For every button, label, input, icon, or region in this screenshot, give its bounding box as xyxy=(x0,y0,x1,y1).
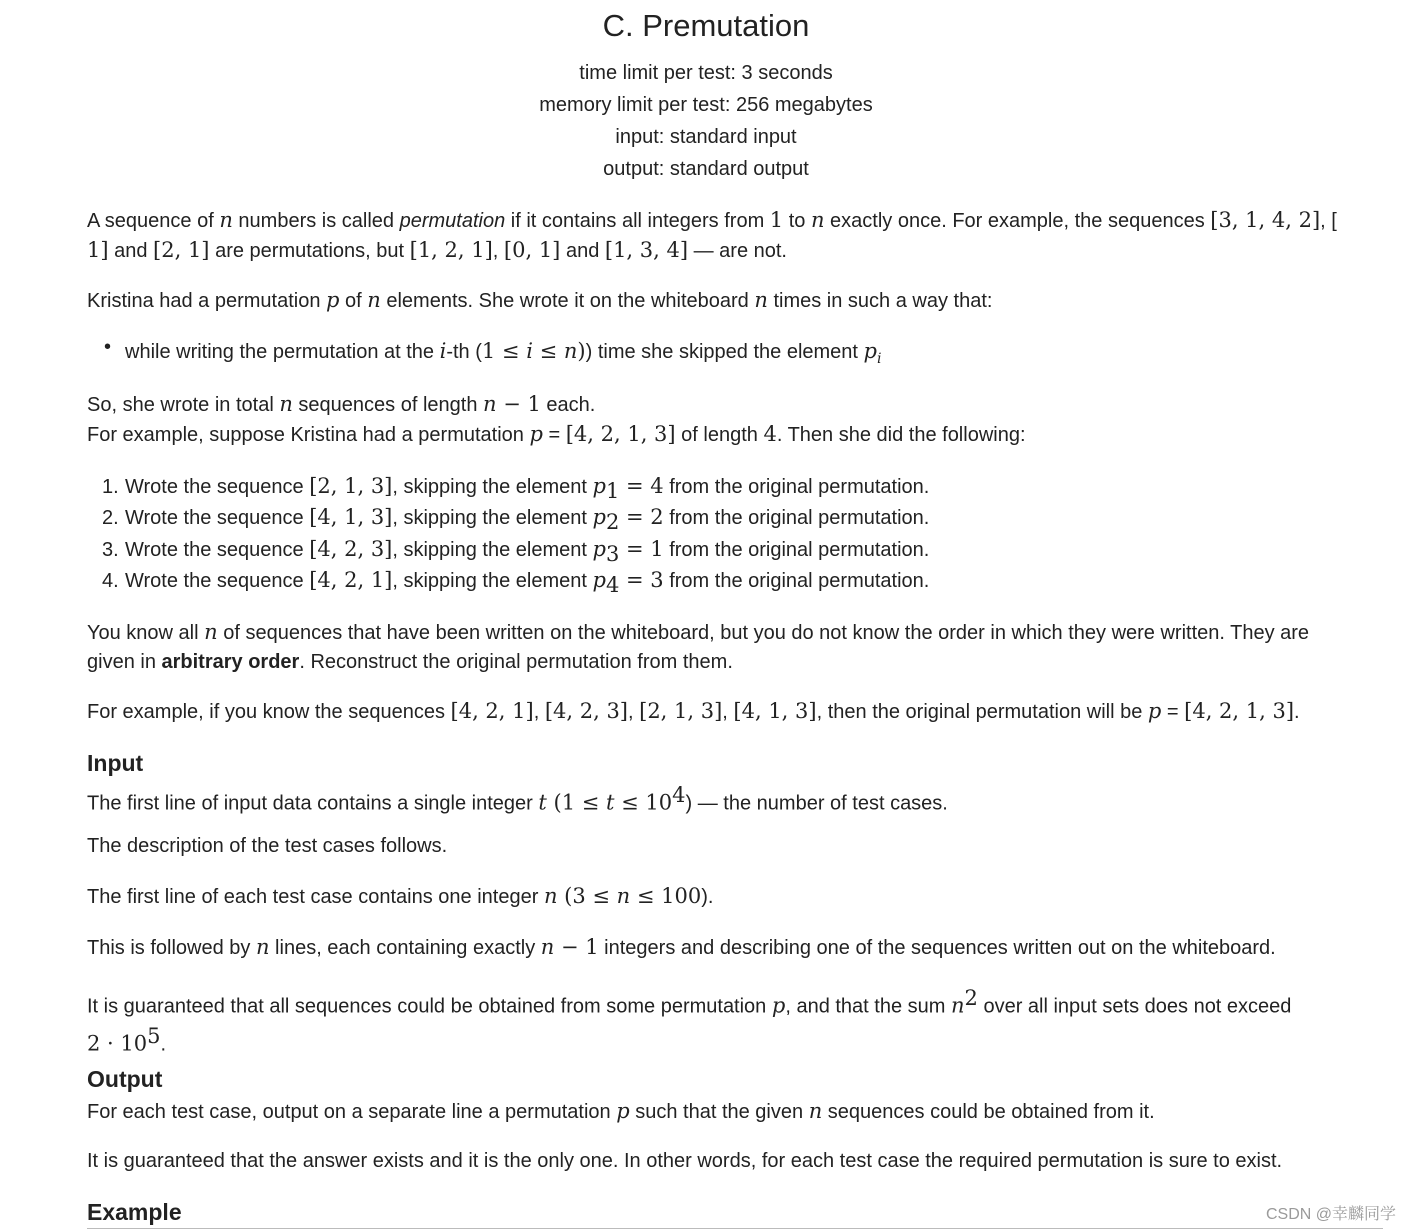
bullet-item: while writing the permutation at the i-th (1 ≤ i ≤ n)) time she skipped the element $p_i$ xyxy=(125,339,882,367)
statement-paragraph-1: A sequence of n numbers is called permutation if it contains all integers from 1 to n exactly once. For example, the sequences [3, 1, 4, 2], [ 1] and [2, 1] are permutations, but [1, 2, 1], [0, 1] and [1, 3, 4] — are not. xyxy=(87,208,1337,262)
time-limit: time limit per test: 3 seconds xyxy=(579,62,833,84)
statement-paragraph-3: So, she wrote in total n sequences of length n − 1 each. For example, suppose Kristina had a permutation p = [4, 2, 1, 3] of length 4. Then she did the following: xyxy=(87,392,1026,446)
input-heading: Input xyxy=(87,750,144,776)
statement-paragraph-2: Kristina had a permutation p of n elements. She wrote it on the whiteboard n times in such a way that: xyxy=(87,288,993,312)
list-item: Wrote the sequence [4, 2, 1], skipping the element $p_4 = 3$ from the original permutation. xyxy=(125,568,930,597)
input-spec: input: standard input xyxy=(615,126,797,148)
output-spec: output: standard output xyxy=(603,158,809,180)
problem-title: C. Premutation xyxy=(602,8,810,43)
example-heading: Example xyxy=(87,1199,182,1225)
statement-paragraph-6: For example, if you know the sequences [4, 2, 1], [4, 2, 3], [2, 1, 3], [4, 1, 3], then the original permutation will be p = [4, 2, 1, 3]. xyxy=(87,699,1300,723)
output-line-1: For each test case, output on a separate line a permutation p such that the given n sequences could be obtained from it. xyxy=(87,1099,1155,1123)
list-item: Wrote the sequence [4, 2, 3], skipping the element $p_3 = 1$ from the original permutation. xyxy=(125,537,930,566)
list-item: Wrote the sequence [2, 1, 3], skipping the element $p_1 = 4$ from the original permutation. xyxy=(125,474,930,503)
input-line-5: It is guaranteed that all sequences could be obtained from some permutation p, and that the sum $n^2$ over all input sets does not exceed $2 \cdot 10^5$. xyxy=(87,986,1292,1056)
list-item: Wrote the sequence [4, 1, 3], skipping the element $p_2 = 2$ from the original permutation. xyxy=(125,505,930,534)
memory-limit: memory limit per test: 256 megabytes xyxy=(539,94,873,116)
input-line-3: The first line of each test case contains one integer n (3 ≤ n ≤ 100). xyxy=(87,884,714,908)
statement-paragraph-5: You know all n of sequences that have been written on the whiteboard, but you do not know the order in which they were written. They are given in arbitrary order. Reconstruct the original permutation from them. xyxy=(87,620,1310,673)
step-number: 3. xyxy=(102,539,119,561)
step-number: 1. xyxy=(102,476,119,498)
step-number: 4. xyxy=(102,570,119,592)
input-line-4: This is followed by n lines, each containing exactly n − 1 integers and describing one of the sequences written out on the whiteboard. xyxy=(87,935,1276,959)
output-heading: Output xyxy=(87,1066,163,1092)
output-line-2: It is guaranteed that the answer exists and it is the only one. In other words, for each test case the required permutation is sure to exist. xyxy=(87,1150,1283,1172)
input-line-2: The description of the test cases follows. xyxy=(87,835,448,857)
bullet-dot: • xyxy=(104,336,112,358)
step-number: 2. xyxy=(102,507,119,529)
watermark: CSDN @幸麟同学 xyxy=(1265,1206,1396,1223)
example-divider xyxy=(87,1228,1383,1229)
input-line-1: The first line of input data contains a single integer t $(1 \le t \le 10^4)$ — the number of test cases. xyxy=(87,783,948,815)
